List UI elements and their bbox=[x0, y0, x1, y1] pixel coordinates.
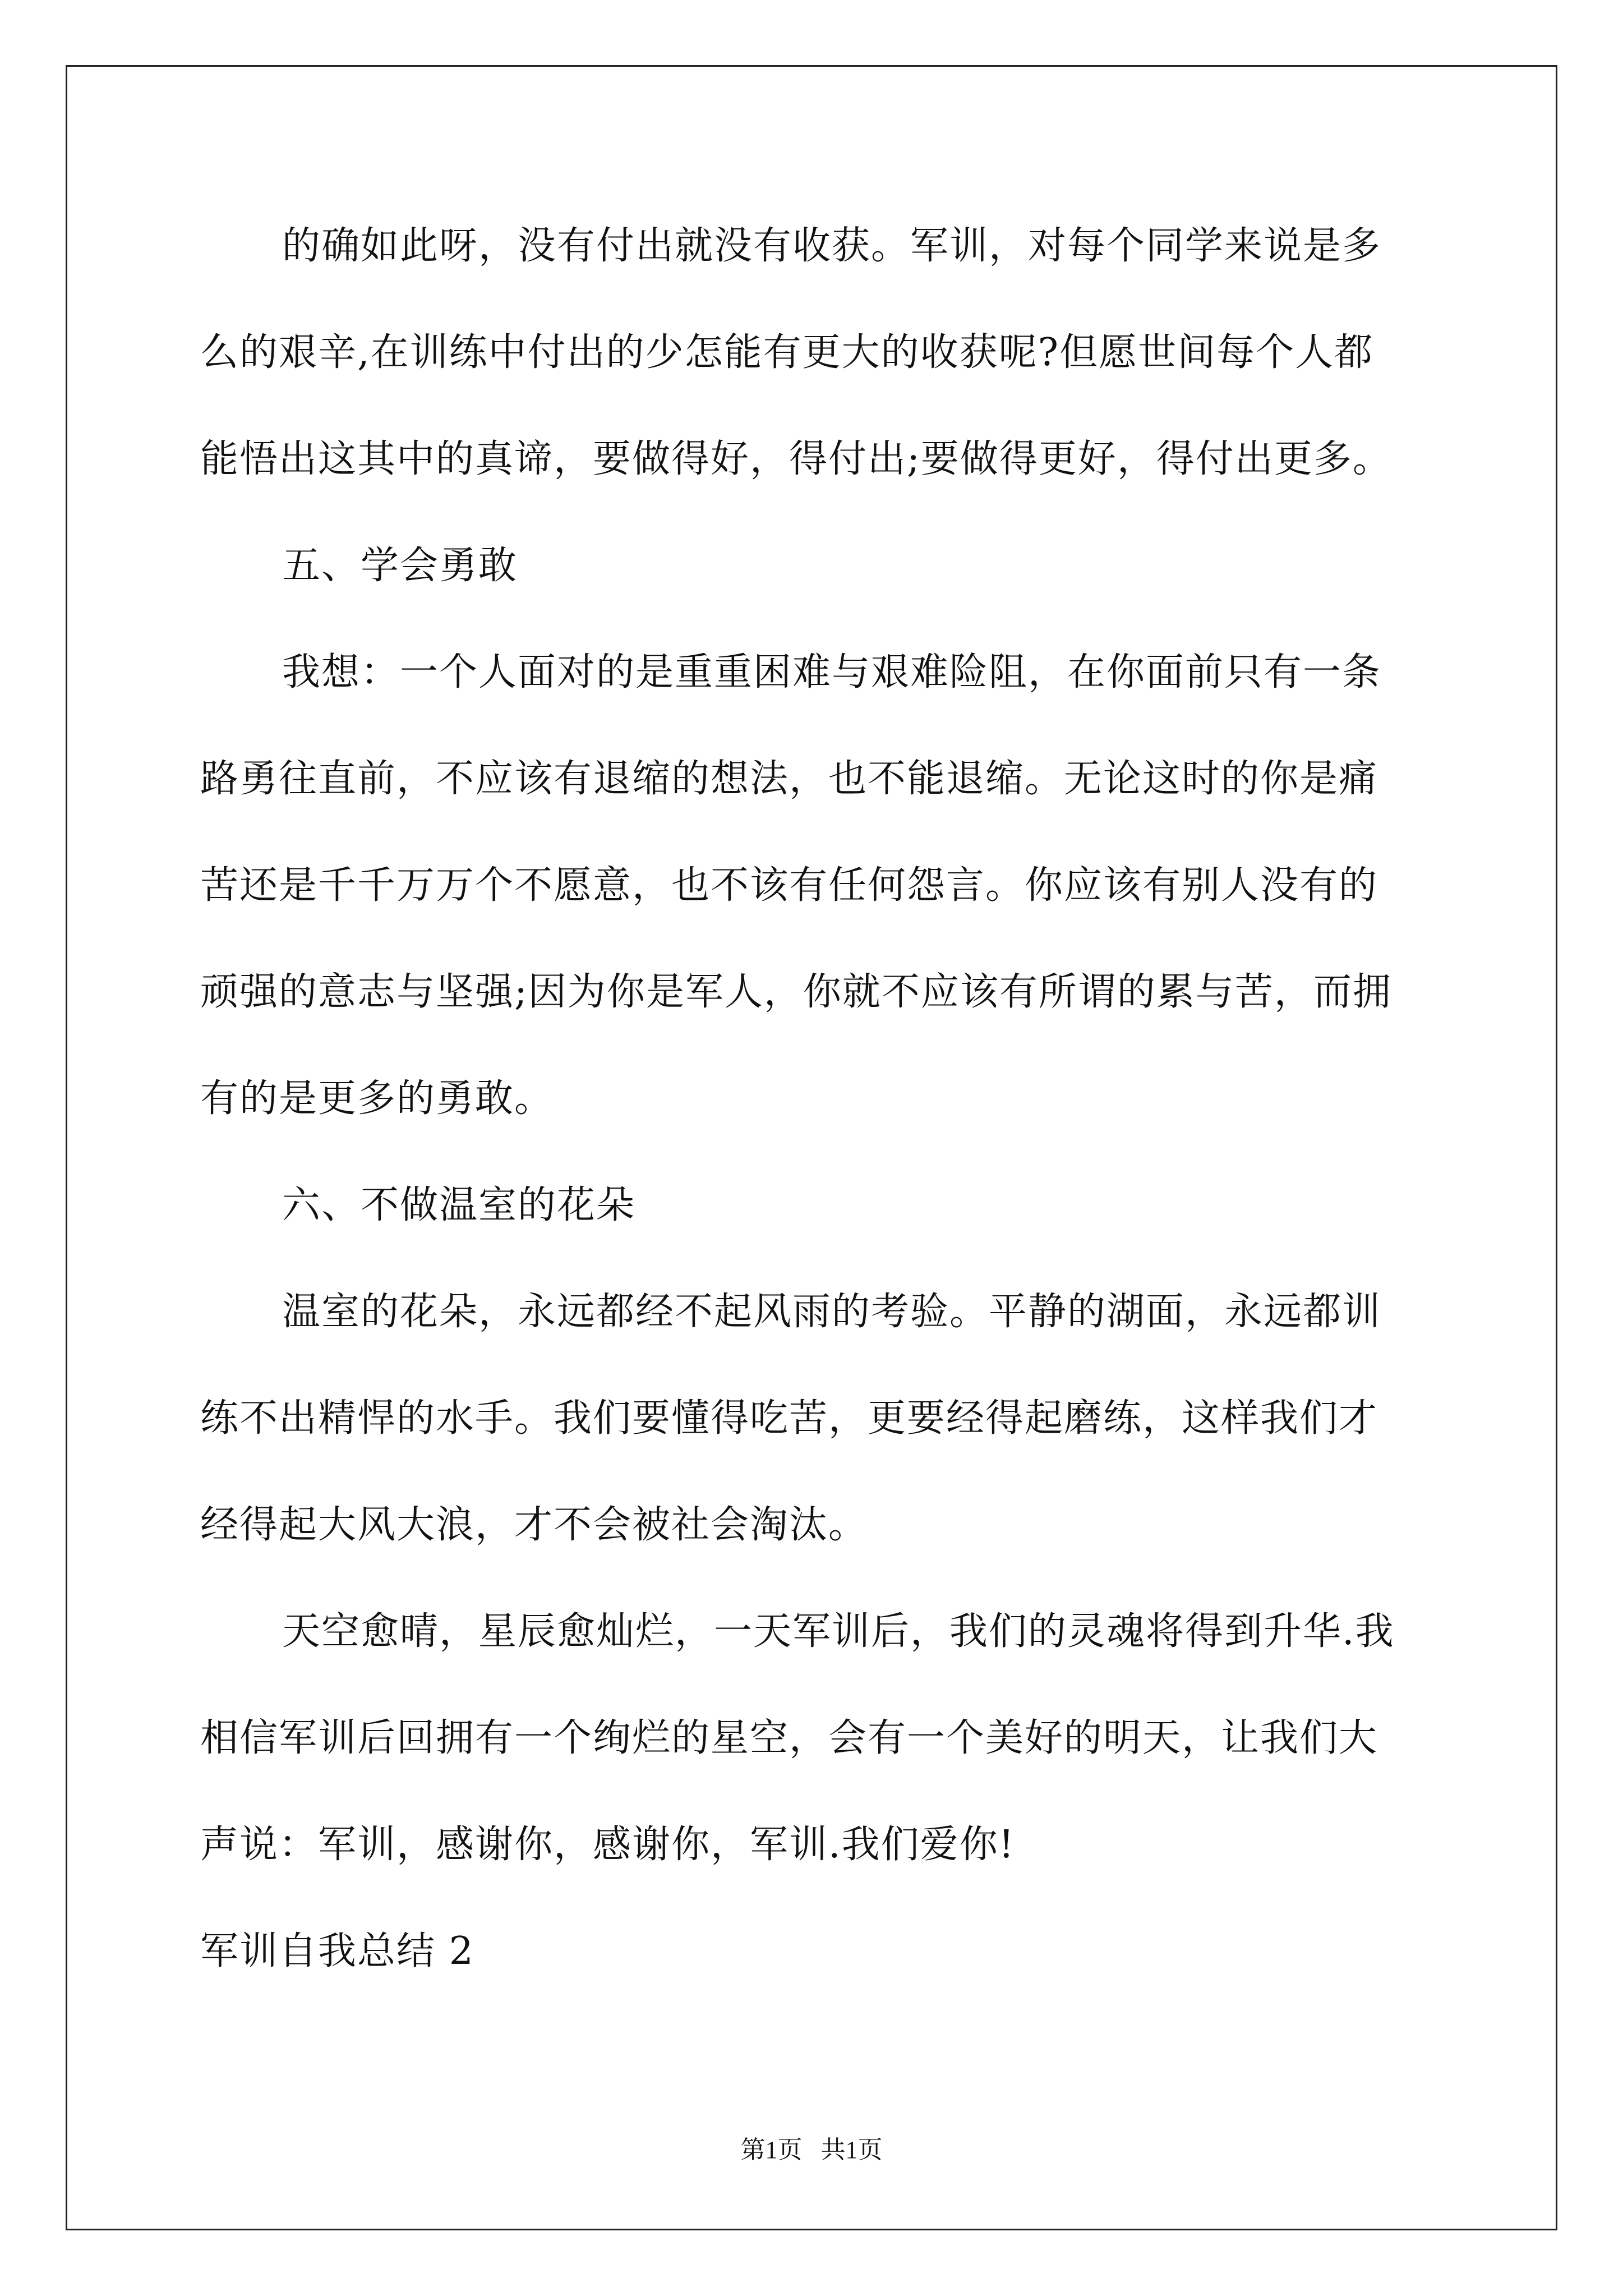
paragraph-2-line-2: 路勇往直前，不应该有退缩的想法，也不能退缩。无论这时的你是痛 bbox=[200, 757, 1378, 801]
paragraph-4-line-1: 天空愈晴，星辰愈灿烂，一天军训后，我们的灵魂将得到升华.我 bbox=[282, 1609, 1395, 1654]
page-border bbox=[66, 65, 1557, 2230]
paragraph-2-line-3: 苦还是千千万万个不愿意，也不该有任何怨言。你应该有别人没有的 bbox=[200, 863, 1378, 908]
paragraph-4-line-3: 声说：军训，感谢你，感谢你，军训.我们爱你! bbox=[200, 1823, 1015, 1867]
section-heading-5: 五、学会勇敢 bbox=[282, 544, 518, 588]
page-number-footer: 第1页 共1页 bbox=[740, 2136, 883, 2164]
paragraph-3-line-2: 练不出精悍的水手。我们要懂得吃苦，更要经得起磨练，这样我们才 bbox=[200, 1396, 1378, 1441]
paragraph-2-line-4: 顽强的意志与坚强;因为你是军人，你就不应该有所谓的累与苦，而拥 bbox=[200, 970, 1392, 1014]
paragraph-4-line-2: 相信军训后回拥有一个绚烂的星空，会有一个美好的明天，让我们大 bbox=[200, 1716, 1378, 1760]
paragraph-2-line-1: 我想：一个人面对的是重重困难与艰难险阻，在你面前只有一条 bbox=[282, 650, 1382, 694]
paragraph-1-line-2: 么的艰辛,在训练中付出的少怎能有更大的收获呢?但愿世间每个人都 bbox=[200, 330, 1374, 375]
document-heading-2: 军训自我总结 2 bbox=[200, 1929, 474, 1973]
paragraph-3-line-3: 经得起大风大浪，才不会被社会淘汰。 bbox=[200, 1503, 868, 1547]
paragraph-2-line-5: 有的是更多的勇敢。 bbox=[200, 1076, 554, 1121]
paragraph-1-line-1: 的确如此呀，没有付出就没有收获。军训，对每个同学来说是多 bbox=[282, 224, 1382, 268]
paragraph-3-line-1: 温室的花朵，永远都经不起风雨的考验。平静的湖面，永远都训 bbox=[282, 1290, 1382, 1334]
section-heading-6: 六、不做温室的花朵 bbox=[282, 1183, 636, 1227]
paragraph-1-line-3: 能悟出这其中的真谛，要做得好，得付出;要做得更好，得付出更多。 bbox=[200, 437, 1392, 481]
